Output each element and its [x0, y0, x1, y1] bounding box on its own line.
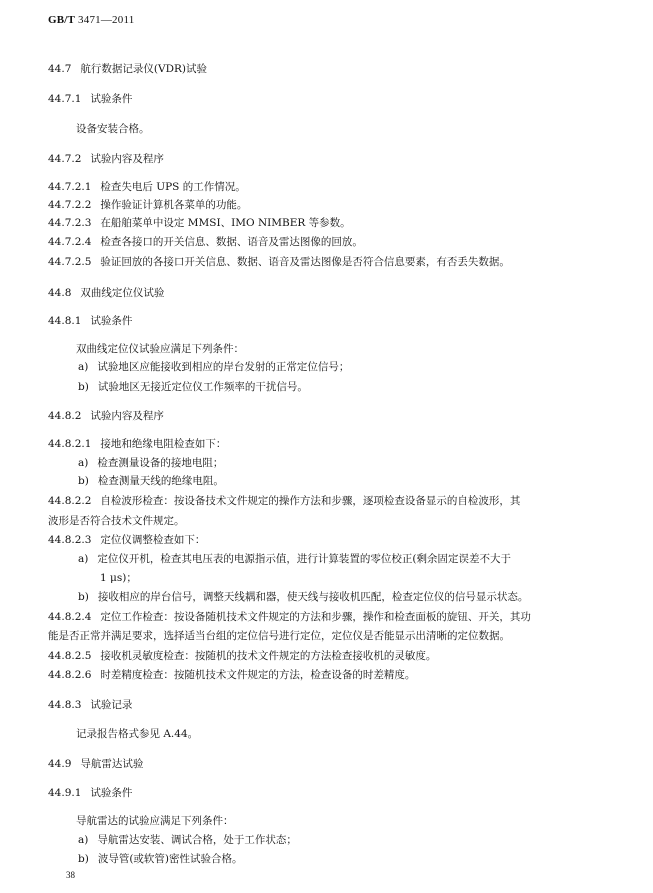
subsection-heading: 44.7.1 试验条件 [48, 93, 133, 105]
standard-header [48, 14, 134, 26]
list-item-continuation: 1 μs)； [100, 572, 137, 584]
clause: 44.7.2.3 在船舶菜单中设定 MMSI、IMO NIMBER 等参数。 [48, 217, 351, 229]
subsection-heading: 44.8.2 试验内容及程序 [48, 410, 164, 422]
standard-number: 3471—2011 [78, 14, 135, 26]
paragraph: 导航雷达的试验应满足下列条件： [76, 815, 234, 827]
clause-continuation: 能是否正常并满足要求，选择适当台组的定位信号进行定位，定位仪是否能显示出清晰的定位数据。 [48, 630, 510, 642]
list-item: a) 导航雷达安装、调试合格，处于工作状态； [78, 834, 297, 846]
section-heading: 44.7 航行数据记录仪(VDR)试验 [48, 63, 207, 75]
page-number: 38 [66, 870, 75, 880]
clause: 44.8.2.1 接地和绝缘电阻检查如下： [48, 438, 227, 450]
list-item: a) 试验地区应能接收到相应的岸台发射的正常定位信号； [78, 361, 350, 373]
subsection-heading: 44.9.1 试验条件 [48, 787, 133, 799]
clause: 44.8.2.2 自检波形检查：按设备技术文件规定的操作方法和步骤，逐项检查设备显示的自检波形，其 [48, 495, 521, 507]
clause: 44.8.2.4 定位工作检查：按设备随机技术文件规定的方法和步骤，操作和检查面板的旋钮、开关，其功 [48, 611, 531, 623]
clause: 44.7.2.5 验证回放的各接口开关信息、数据、语音及雷达图像是否符合信息要素，有否丢失数据。 [48, 256, 510, 268]
clause: 44.7.2.2 操作验证计算机各菜单的功能。 [48, 199, 248, 211]
standard-prefix: GB/T [48, 14, 76, 26]
clause: 44.7.2.4 检查各接口的开关信息、数据、语音及雷达图像的回放。 [48, 236, 363, 248]
list-item: b) 检查测量天线的绝缘电阻。 [78, 475, 224, 487]
list-item: a) 检查测量设备的接地电阻； [78, 457, 224, 469]
clause: 44.8.2.6 时差精度检查：按随机技术文件规定的方法，检查设备的时差精度。 [48, 669, 416, 681]
subsection-heading: 44.8.1 试验条件 [48, 315, 133, 327]
clause: 44.7.2.1 检查失电后 UPS 的工作情况。 [48, 181, 246, 193]
list-item: b) 试验地区无接近定位仪工作频率的干扰信号。 [78, 381, 308, 393]
list-item: b) 波导管(或软管)密性试验合格。 [78, 853, 243, 865]
clause: 44.8.2.5 接收机灵敏度检查：按随机的技术文件规定的方法检查接收机的灵敏度。 [48, 650, 437, 662]
paragraph: 记录报告格式参见 A.44。 [76, 728, 199, 740]
subsection-heading: 44.7.2 试验内容及程序 [48, 153, 164, 165]
paragraph: 双曲线定位仪试验应满足下列条件： [76, 343, 244, 355]
subsection-heading: 44.8.3 试验记录 [48, 699, 133, 711]
section-heading: 44.9 导航雷达试验 [48, 758, 144, 770]
clause-continuation: 波形是否符合技术文件规定。 [48, 515, 185, 527]
clause: 44.8.2.3 定位仪调整检查如下： [48, 534, 206, 546]
paragraph: 设备安装合格。 [76, 123, 150, 135]
list-item: a) 定位仪开机，检查其电压表的电源指示值，进行计算装置的零位校正(剩余固定误差不大于 [78, 553, 511, 565]
list-item: b) 接收相应的岸台信号，调整天线耦和器，使天线与接收机匹配，检查定位仪的信号显示状态。 [78, 591, 529, 603]
section-heading: 44.8 双曲线定位仪试验 [48, 287, 165, 299]
